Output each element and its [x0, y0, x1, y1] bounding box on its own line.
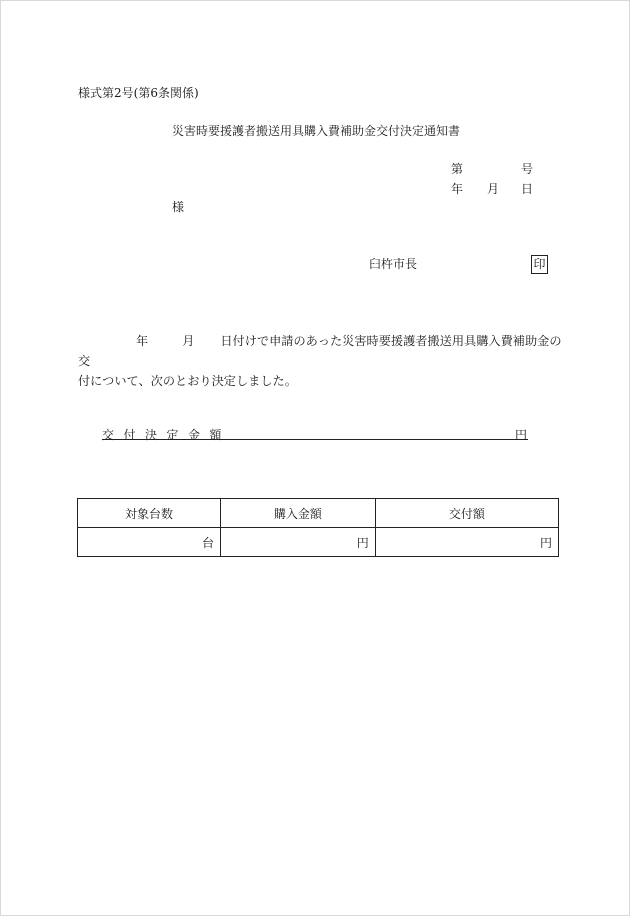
seal-stamp-box: 印: [531, 255, 548, 274]
body-month: 月: [182, 334, 195, 348]
cell-purchase-amount-unit: 円: [220, 528, 375, 557]
grant-table: [77, 498, 559, 557]
amount-label: 交付決定金額: [102, 428, 232, 442]
amount-unit: 円: [515, 428, 528, 442]
header-purchase-amount: 購入金額: [220, 499, 375, 528]
doc-number-prefix: 第: [451, 162, 464, 176]
header-grant-amount: 交付額: [375, 499, 558, 528]
amount-underline: [102, 439, 528, 440]
doc-number-suffix: 号: [521, 162, 534, 176]
table-header-row: [78, 499, 559, 528]
document-title: 災害時要援護者搬送用具購入費補助金交付決定通知書: [172, 124, 461, 138]
form-number: 様式第2号(第6条関係): [78, 86, 199, 100]
header-target-count: 対象台数: [78, 499, 221, 528]
body-year: 年: [136, 334, 149, 348]
cell-grant-amount-unit: 円: [375, 528, 558, 557]
issuer-name: 臼杵市長: [369, 257, 418, 271]
date-month: 月: [487, 182, 500, 196]
notice-body: [78, 331, 562, 391]
addressee-honorific: 様: [172, 200, 185, 214]
date-day: 日: [521, 182, 534, 196]
table-row: [78, 528, 559, 557]
date-year: 年: [451, 182, 464, 196]
body-line1: 日付けで申請のあった災害時要援護者搬送用具購入費補助金の交: [78, 334, 562, 368]
body-line2: 付について、次のとおり決定しました。: [78, 374, 297, 388]
cell-target-count-unit: 台: [78, 528, 221, 557]
